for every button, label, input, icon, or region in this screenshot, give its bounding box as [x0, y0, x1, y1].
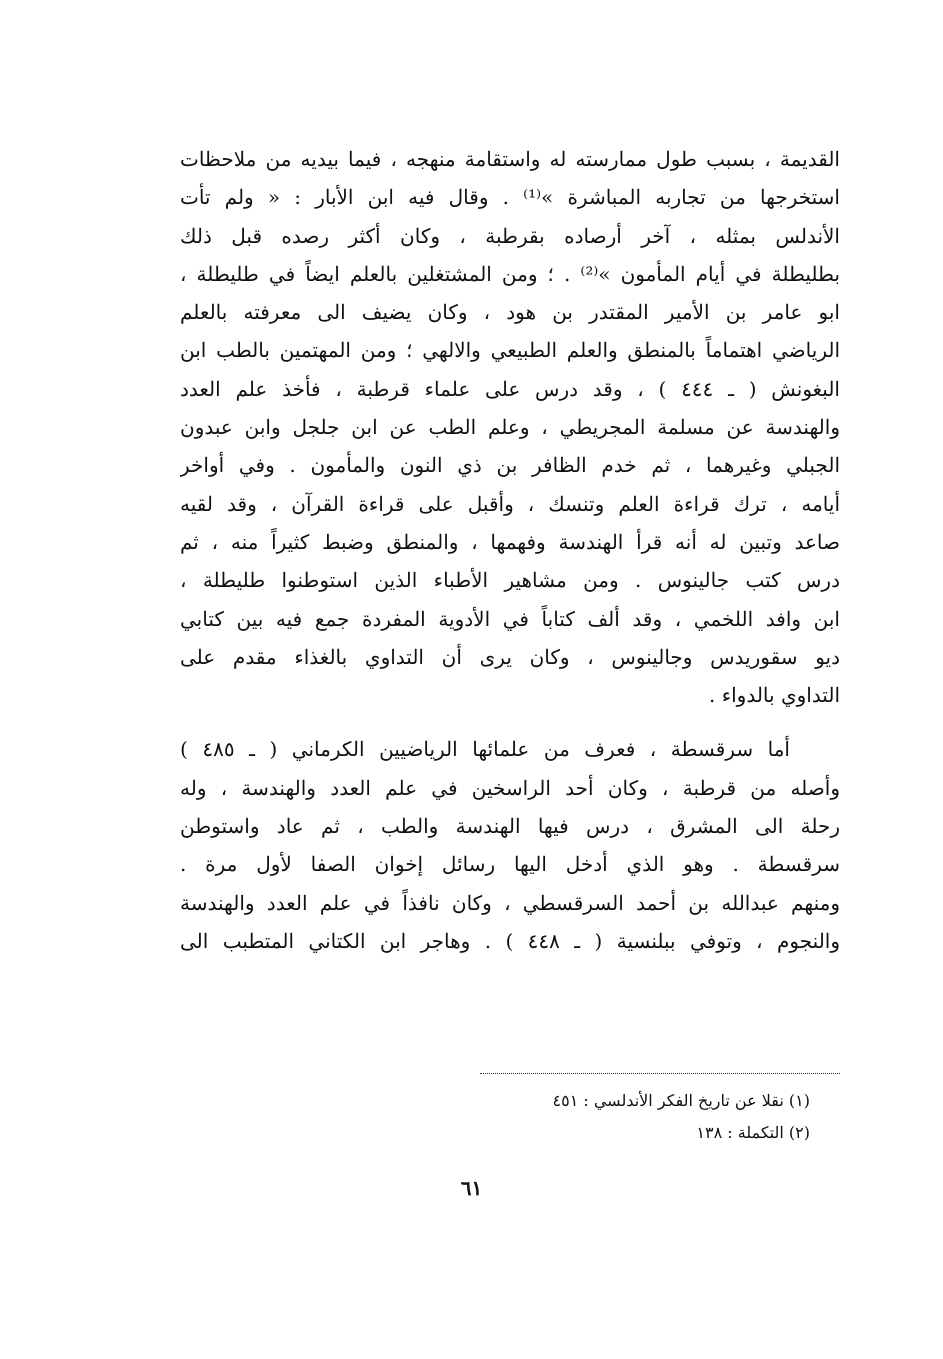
- text-line: ومنهم عبدالله بن أحمد السرقسطي ، وكان نافذاً في علم العدد والهندسة: [180, 890, 840, 915]
- text-line: الأندلس بمثله ، آخر أرصاده بقرطبة ، وكان أكثر رصده قبل ذلك: [180, 223, 840, 248]
- paragraph-gap: [180, 714, 840, 730]
- text-line: سرقسطة . وهو الذي أدخل اليها رسائل إخوان الصفا لأول مرة .: [180, 852, 840, 877]
- text-line: ابن وافد اللخمي ، وقد ألف كتاباً في الأدوية المفردة جمع فيه بين كتابي: [180, 606, 840, 631]
- paragraph: [180, 140, 840, 714]
- text-line: والهندسة عن مسلمة المجريطي ، وعلم الطب عن ابن جلجل وابن عبدون: [180, 415, 840, 440]
- text-line: القديمة ، بسبب طول ممارسته له واستقامة منهجه ، فيما بيديه من ملاحظات: [180, 147, 840, 171]
- paragraph: [180, 730, 840, 960]
- text-line: البغونش ( ـ ٤٤٤ ) ، وقد درس على علماء قرطبة ، فأخذ علم العدد: [180, 376, 840, 401]
- footnote-1: (١) نقلا عن تاريخ الفكر الأندلسي : ٤٥١: [552, 1091, 810, 1110]
- footnote-2: (٢) التكملة : ١٣٨: [696, 1123, 810, 1142]
- page-number: ٦١: [460, 1176, 483, 1200]
- text-line: استخرجها من تجاربه المباشرة »⁽¹⁾ . وقال فيه ابن الأبار : « ولم تأت: [180, 185, 840, 210]
- text-line: أما سرقسطة ، فعرف من علمائها الرياضيين الكرماني ( ـ ٤٨٥ ): [180, 737, 790, 762]
- text-line: ديو سقوريدس وجالينوس ، وكان يرى أن التداوي بالغذاء مقدم على: [180, 644, 840, 669]
- text-line: صاعد وتبين له أنه قرأ الهندسة وفهمها ، والمنطق وضبط كثيراً منه ، ثم: [180, 529, 840, 554]
- text-line: بطليطلة في أيام المأمون »⁽²⁾ . ؛ ومن المشتغلين بالعلم ايضاً في طليطلة ،: [180, 261, 840, 286]
- text-line: وأصله من قرطبة ، وكان أحد الراسخين في علم العدد والهندسة ، وله: [180, 775, 840, 800]
- footnotes: [380, 1085, 810, 1149]
- text-line: الجبلي وغيرهما ، ثم خدم الظافر بن ذي النون والمأمون . وفي أواخر: [180, 453, 840, 478]
- text-line: والنجوم ، وتوفي ببلنسية ( ـ ٤٤٨ ) . وهاجر ابن الكتاني المتطبب الى: [180, 928, 840, 953]
- text-line: التداوي بالدواء .: [709, 683, 840, 708]
- text-line: أيامه ، ترك قراءة العلم وتنسك ، وأقبل على قراءة القرآن ، وقد لقيه: [180, 491, 840, 516]
- main-text: [180, 140, 840, 960]
- footnote-separator: [480, 1073, 840, 1074]
- text-line: درس كتب جالينوس . ومن مشاهير الأطباء الذين استوطنوا طليطلة ،: [180, 568, 840, 593]
- text-line: رحلة الى المشرق ، درس فيها الهندسة والطب ، ثم عاد واستوطن: [180, 814, 840, 839]
- text-line: ابو عامر بن الأمير المقتدر بن هود ، وكان يضيف الى معرفته بالعلم: [180, 300, 840, 325]
- text-line: الرياضي اهتماماً بالمنطق والعلم الطبيعي والالهي ؛ ومن المهتمين بالطب ابن: [180, 338, 840, 363]
